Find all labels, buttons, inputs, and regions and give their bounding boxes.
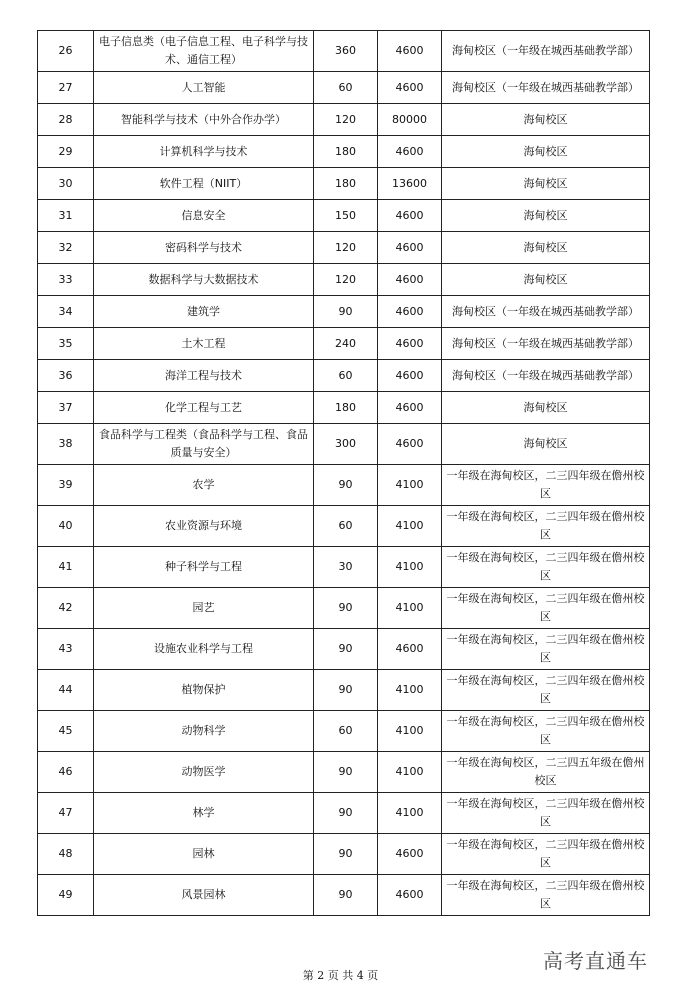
tuition-fee-cell: 4600 bbox=[378, 264, 442, 296]
major-name-cell: 农学 bbox=[94, 465, 314, 506]
row-number-cell: 45 bbox=[38, 711, 94, 752]
watermark-text: 高考直通车 bbox=[543, 949, 648, 973]
table-row bbox=[38, 104, 650, 136]
plan-count-cell: 90 bbox=[314, 875, 378, 916]
plan-count-cell: 90 bbox=[314, 834, 378, 875]
tuition-fee-cell: 4100 bbox=[378, 547, 442, 588]
row-number-cell: 36 bbox=[38, 360, 94, 392]
table-row bbox=[38, 200, 650, 232]
campus-cell: 海甸校区（一年级在城西基础教学部） bbox=[442, 328, 650, 360]
plan-count-cell: 60 bbox=[314, 360, 378, 392]
table-row bbox=[38, 72, 650, 104]
tuition-fee-cell: 4100 bbox=[378, 588, 442, 629]
campus-cell: 海甸校区 bbox=[442, 136, 650, 168]
tuition-fee-cell: 4600 bbox=[378, 72, 442, 104]
campus-cell: 海甸校区（一年级在城西基础教学部） bbox=[442, 360, 650, 392]
table-row bbox=[38, 588, 650, 629]
major-name-cell: 种子科学与工程 bbox=[94, 547, 314, 588]
table-row bbox=[38, 752, 650, 793]
plan-count-cell: 60 bbox=[314, 711, 378, 752]
plan-count-cell: 60 bbox=[314, 506, 378, 547]
campus-cell: 海甸校区 bbox=[442, 424, 650, 465]
table-row bbox=[38, 547, 650, 588]
campus-cell: 海甸校区（一年级在城西基础教学部） bbox=[442, 296, 650, 328]
row-number-cell: 32 bbox=[38, 232, 94, 264]
campus-cell: 海甸校区 bbox=[442, 104, 650, 136]
plan-count-cell: 90 bbox=[314, 296, 378, 328]
table-row bbox=[38, 296, 650, 328]
major-name-cell: 设施农业科学与工程 bbox=[94, 629, 314, 670]
plan-count-cell: 120 bbox=[314, 104, 378, 136]
row-number-cell: 28 bbox=[38, 104, 94, 136]
plan-count-cell: 90 bbox=[314, 465, 378, 506]
tuition-fee-cell: 80000 bbox=[378, 104, 442, 136]
major-name-cell: 数据科学与大数据技术 bbox=[94, 264, 314, 296]
major-name-cell: 园艺 bbox=[94, 588, 314, 629]
campus-cell: 一年级在海甸校区，二三四年级在儋州校区 bbox=[442, 506, 650, 547]
major-name-cell: 建筑学 bbox=[94, 296, 314, 328]
major-name-cell: 园林 bbox=[94, 834, 314, 875]
tuition-fee-cell: 4600 bbox=[378, 629, 442, 670]
tuition-fee-cell: 4600 bbox=[378, 875, 442, 916]
plan-count-cell: 150 bbox=[314, 200, 378, 232]
campus-cell: 一年级在海甸校区，二三四年级在儋州校区 bbox=[442, 793, 650, 834]
table-row bbox=[38, 264, 650, 296]
campus-cell: 一年级在海甸校区，二三四年级在儋州校区 bbox=[442, 711, 650, 752]
campus-cell: 海甸校区 bbox=[442, 264, 650, 296]
row-number-cell: 43 bbox=[38, 629, 94, 670]
row-number-cell: 38 bbox=[38, 424, 94, 465]
table-row bbox=[38, 506, 650, 547]
plan-count-cell: 120 bbox=[314, 232, 378, 264]
tuition-fee-cell: 4100 bbox=[378, 752, 442, 793]
tuition-fee-cell: 4600 bbox=[378, 834, 442, 875]
row-number-cell: 42 bbox=[38, 588, 94, 629]
row-number-cell: 34 bbox=[38, 296, 94, 328]
campus-cell: 一年级在海甸校区，二三四年级在儋州校区 bbox=[442, 670, 650, 711]
campus-cell: 一年级在海甸校区，二三四年级在儋州校区 bbox=[442, 465, 650, 506]
tuition-fee-cell: 4600 bbox=[378, 328, 442, 360]
row-number-cell: 46 bbox=[38, 752, 94, 793]
campus-cell: 一年级在海甸校区，二三四年级在儋州校区 bbox=[442, 588, 650, 629]
plan-count-cell: 180 bbox=[314, 392, 378, 424]
table-row bbox=[38, 232, 650, 264]
row-number-cell: 44 bbox=[38, 670, 94, 711]
table-row bbox=[38, 168, 650, 200]
campus-cell: 海甸校区 bbox=[442, 200, 650, 232]
tuition-fee-cell: 4600 bbox=[378, 360, 442, 392]
tuition-fee-cell: 4600 bbox=[378, 31, 442, 72]
campus-cell: 海甸校区 bbox=[442, 392, 650, 424]
campus-cell: 一年级在海甸校区，二三四年级在儋州校区 bbox=[442, 834, 650, 875]
campus-cell: 海甸校区 bbox=[442, 168, 650, 200]
major-name-cell: 风景园林 bbox=[94, 875, 314, 916]
row-number-cell: 39 bbox=[38, 465, 94, 506]
row-number-cell: 37 bbox=[38, 392, 94, 424]
row-number-cell: 31 bbox=[38, 200, 94, 232]
major-name-cell: 海洋工程与技术 bbox=[94, 360, 314, 392]
tuition-fee-cell: 4100 bbox=[378, 465, 442, 506]
page-footer: 第 2 页 共 4 页 bbox=[302, 969, 379, 982]
table-row bbox=[38, 670, 650, 711]
row-number-cell: 48 bbox=[38, 834, 94, 875]
plan-count-cell: 360 bbox=[314, 31, 378, 72]
major-name-cell: 智能科学与技术（中外合作办学） bbox=[94, 104, 314, 136]
major-name-cell: 化学工程与工艺 bbox=[94, 392, 314, 424]
plan-count-cell: 240 bbox=[314, 328, 378, 360]
campus-cell: 一年级在海甸校区，二三四五年级在儋州校区 bbox=[442, 752, 650, 793]
table-row bbox=[38, 392, 650, 424]
major-name-cell: 林学 bbox=[94, 793, 314, 834]
tuition-fee-cell: 4100 bbox=[378, 506, 442, 547]
campus-cell: 海甸校区（一年级在城西基础教学部） bbox=[442, 72, 650, 104]
table-row bbox=[38, 360, 650, 392]
tuition-fee-cell: 4600 bbox=[378, 424, 442, 465]
table-row bbox=[38, 328, 650, 360]
row-number-cell: 26 bbox=[38, 31, 94, 72]
campus-cell: 海甸校区 bbox=[442, 232, 650, 264]
plan-count-cell: 180 bbox=[314, 136, 378, 168]
tuition-fee-cell: 4600 bbox=[378, 136, 442, 168]
plan-count-cell: 120 bbox=[314, 264, 378, 296]
tuition-fee-cell: 4100 bbox=[378, 670, 442, 711]
table-row bbox=[38, 31, 650, 72]
row-number-cell: 41 bbox=[38, 547, 94, 588]
campus-cell: 一年级在海甸校区，二三四年级在儋州校区 bbox=[442, 547, 650, 588]
campus-cell: 一年级在海甸校区，二三四年级在儋州校区 bbox=[442, 875, 650, 916]
major-name-cell: 人工智能 bbox=[94, 72, 314, 104]
major-name-cell: 土木工程 bbox=[94, 328, 314, 360]
campus-cell: 海甸校区（一年级在城西基础教学部） bbox=[442, 31, 650, 72]
tuition-fee-cell: 4600 bbox=[378, 200, 442, 232]
plan-count-cell: 90 bbox=[314, 588, 378, 629]
table-row bbox=[38, 629, 650, 670]
row-number-cell: 33 bbox=[38, 264, 94, 296]
campus-cell: 一年级在海甸校区，二三四年级在儋州校区 bbox=[442, 629, 650, 670]
tuition-fee-cell: 13600 bbox=[378, 168, 442, 200]
table-row bbox=[38, 465, 650, 506]
tuition-fee-cell: 4100 bbox=[378, 711, 442, 752]
major-name-cell: 动物科学 bbox=[94, 711, 314, 752]
plan-count-cell: 30 bbox=[314, 547, 378, 588]
row-number-cell: 47 bbox=[38, 793, 94, 834]
major-name-cell: 信息安全 bbox=[94, 200, 314, 232]
tuition-fee-cell: 4600 bbox=[378, 296, 442, 328]
row-number-cell: 27 bbox=[38, 72, 94, 104]
table-row bbox=[38, 424, 650, 465]
row-number-cell: 40 bbox=[38, 506, 94, 547]
major-name-cell: 软件工程（NIIT） bbox=[94, 168, 314, 200]
row-number-cell: 49 bbox=[38, 875, 94, 916]
plan-count-cell: 90 bbox=[314, 670, 378, 711]
table-row bbox=[38, 793, 650, 834]
row-number-cell: 29 bbox=[38, 136, 94, 168]
plan-count-cell: 90 bbox=[314, 793, 378, 834]
table-row bbox=[38, 711, 650, 752]
major-name-cell: 植物保护 bbox=[94, 670, 314, 711]
plan-count-cell: 180 bbox=[314, 168, 378, 200]
table-row bbox=[38, 136, 650, 168]
table-row bbox=[38, 875, 650, 916]
row-number-cell: 30 bbox=[38, 168, 94, 200]
major-name-cell: 食品科学与工程类（食品科学与工程、食品质量与安全） bbox=[94, 424, 314, 465]
table-body bbox=[38, 31, 650, 916]
major-name-cell: 农业资源与环境 bbox=[94, 506, 314, 547]
tuition-fee-cell: 4600 bbox=[378, 232, 442, 264]
plan-count-cell: 60 bbox=[314, 72, 378, 104]
tuition-fee-cell: 4600 bbox=[378, 392, 442, 424]
major-name-cell: 动物医学 bbox=[94, 752, 314, 793]
plan-count-cell: 90 bbox=[314, 629, 378, 670]
plan-count-cell: 90 bbox=[314, 752, 378, 793]
major-name-cell: 电子信息类（电子信息工程、电子科学与技术、通信工程） bbox=[94, 31, 314, 72]
enrollment-plan-table bbox=[37, 30, 650, 916]
major-name-cell: 计算机科学与技术 bbox=[94, 136, 314, 168]
row-number-cell: 35 bbox=[38, 328, 94, 360]
major-name-cell: 密码科学与技术 bbox=[94, 232, 314, 264]
table-row bbox=[38, 834, 650, 875]
tuition-fee-cell: 4100 bbox=[378, 793, 442, 834]
plan-count-cell: 300 bbox=[314, 424, 378, 465]
